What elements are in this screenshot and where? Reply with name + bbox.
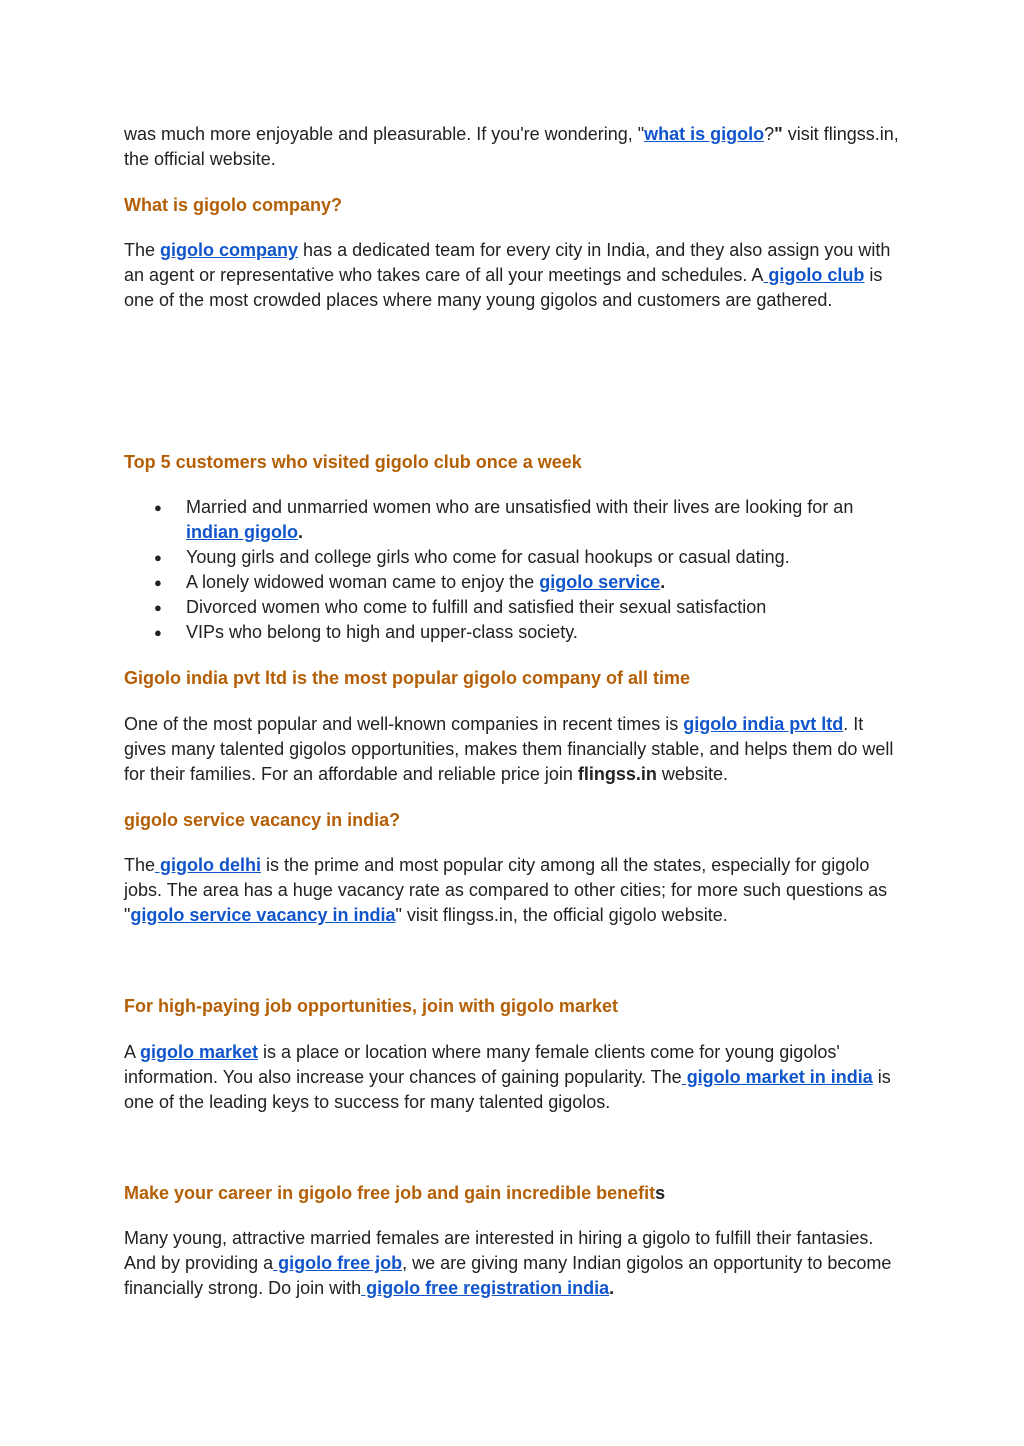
list-item: ● Divorced women who come to fulfill and satisfied their sexual satisfaction bbox=[124, 595, 904, 620]
section-heading-vacancy: gigolo service vacancy in india? bbox=[124, 810, 401, 830]
heading-text: Make your career in gigolo free job and gain incredible benefit bbox=[124, 1183, 656, 1203]
heading-tail: s bbox=[655, 1183, 666, 1203]
text-run: " visit flingss.in, the official gigolo website. bbox=[395, 905, 728, 925]
text-run: . bbox=[609, 1278, 615, 1298]
text-run: Married and unmarried women who are unsatisfied with their lives are looking for an bbox=[186, 497, 854, 517]
section-heading-gigolo-india-pvt-ltd: Gigolo india pvt ltd is the most popular gigolo company of all time bbox=[124, 668, 691, 688]
section-heading-gigolo-market: For high-paying job opportunities, join with gigolo market bbox=[124, 996, 618, 1016]
text-run: A bbox=[124, 1042, 141, 1062]
gigolo-delhi-link[interactable]: gigolo delhi bbox=[155, 855, 262, 875]
text-run: was much more enjoyable and pleasurable. If you're wondering, " bbox=[124, 124, 645, 144]
text-run: has a dedicated team for every city in India, and they also assign you with an agent or representative who takes care of all your meetings and schedules. A bbox=[124, 240, 891, 285]
gigolo-india-pvt-ltd-link[interactable]: gigolo india pvt ltd bbox=[683, 714, 844, 734]
text-run: . bbox=[297, 522, 303, 542]
indian-gigolo-link[interactable]: indian gigolo bbox=[186, 522, 298, 542]
text-run: is a place or location where many female clients come for young gigolos' information. You also increase your chances of gaining popularity. The bbox=[124, 1042, 840, 1087]
text-run: , we are giving many Indian gigolos an opportunity to become financially strong. Do join with bbox=[124, 1253, 892, 1298]
text-run: is one of the leading keys to success for many talented gigolos. bbox=[124, 1067, 891, 1112]
vacancy-paragraph bbox=[124, 853, 904, 928]
text-run: " bbox=[774, 124, 783, 144]
section-heading-gigolo-company: What is gigolo company? bbox=[124, 195, 343, 215]
gigolo-company-paragraph bbox=[124, 238, 904, 313]
gigolo-free-job-link[interactable]: gigolo free job bbox=[273, 1253, 403, 1273]
list-item: ● VIPs who belong to high and upper-class society. bbox=[124, 620, 904, 645]
text-run: visit flingss.in, the official website. bbox=[124, 124, 899, 169]
gigolo-company-link[interactable]: gigolo company bbox=[160, 240, 299, 260]
text-run: A lonely widowed woman came to enjoy the bbox=[186, 572, 540, 592]
text-run: is one of the most crowded places where many young gigolos and customers are gathered. bbox=[124, 265, 883, 310]
text-run: Many young, attractive married females are interested in hiring a gigolo to fulfill their fantasies. And by providing a bbox=[124, 1228, 874, 1273]
gigolo-club-link[interactable]: gigolo club bbox=[763, 265, 865, 285]
list-item: ● Young girls and college girls who come for casual hookups or casual dating. bbox=[124, 545, 904, 570]
free-job-paragraph bbox=[124, 1226, 904, 1301]
customer-list bbox=[124, 495, 904, 645]
gigolo-service-link[interactable]: gigolo service bbox=[539, 572, 661, 592]
gigolo-free-registration-link[interactable]: gigolo free registration india bbox=[361, 1278, 610, 1298]
text-run: One of the most popular and well-known companies in recent times is bbox=[124, 714, 684, 734]
intro-paragraph bbox=[124, 122, 904, 172]
section-heading-top-customers: Top 5 customers who visited gigolo club once a week bbox=[124, 452, 582, 472]
what-is-gigolo-link[interactable]: what is gigolo bbox=[644, 124, 765, 144]
gigolo-market-paragraph bbox=[124, 1040, 904, 1115]
text-run: is the prime and most popular city among all the states, especially for gigolo jobs. The area has a huge vacancy rate as compared to other cities; for more such questions as " bbox=[124, 855, 888, 925]
gigolo-service-vacancy-link[interactable]: gigolo service vacancy in india bbox=[130, 905, 396, 925]
text-run: The bbox=[124, 855, 156, 875]
list-item bbox=[124, 570, 904, 595]
section-heading-free-job bbox=[124, 1181, 904, 1206]
site-name: flingss.in bbox=[577, 764, 657, 784]
text-run: website. bbox=[656, 764, 728, 784]
gigolo-market-link[interactable]: gigolo market bbox=[140, 1042, 259, 1062]
gigolo-market-in-india-link[interactable]: gigolo market in india bbox=[681, 1067, 873, 1087]
text-run: . It gives many talented gigolos opportunities, makes them financially stable, and helps them do well for their families. For an affordable and reliable price join bbox=[124, 714, 894, 784]
text-run: The bbox=[124, 240, 161, 260]
list-item bbox=[124, 495, 904, 545]
text-run: . bbox=[660, 572, 666, 592]
gigolo-india-paragraph bbox=[124, 712, 904, 787]
text-run: ? bbox=[764, 124, 775, 144]
